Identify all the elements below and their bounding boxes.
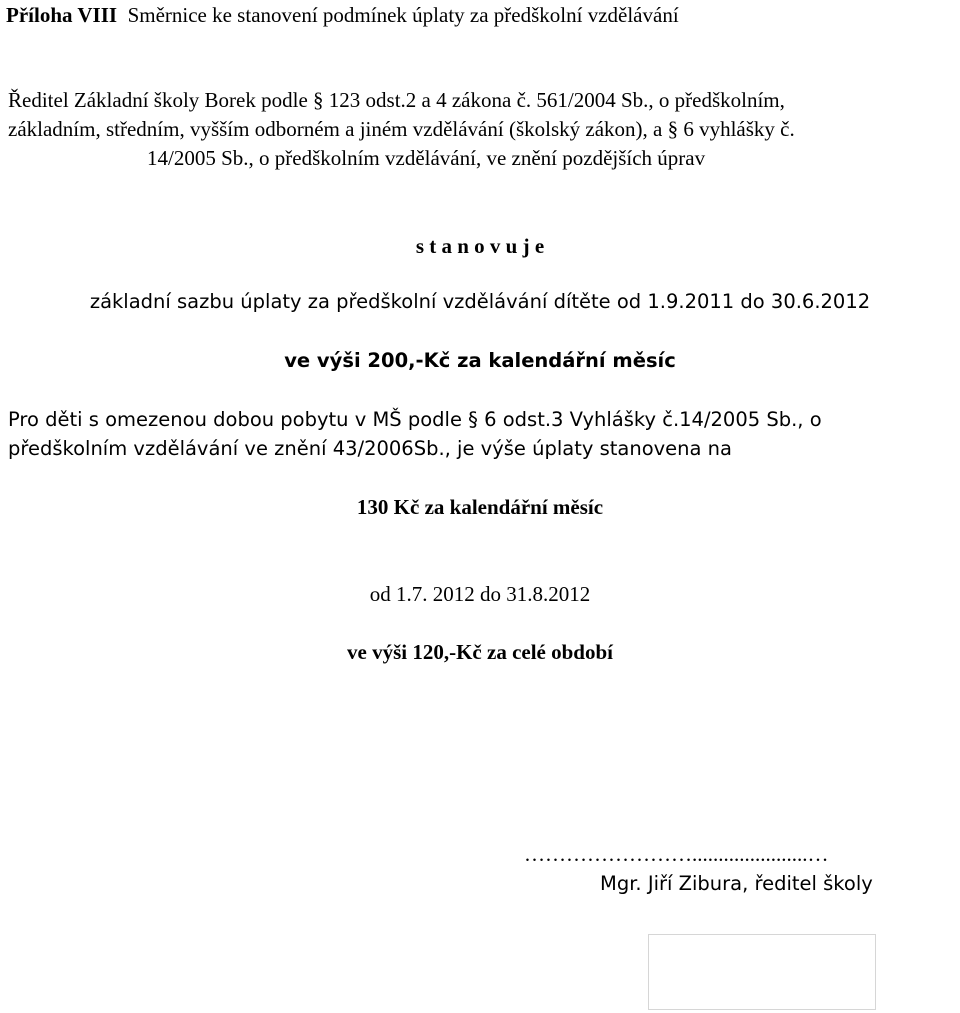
stamp-box: [648, 934, 876, 1010]
intro-line-1: Ředitel Základní školy Borek podle § 123 odst.2 a 4 zákona č. 561/2004 Sb., o předškolním,: [8, 88, 785, 112]
intro-line-3: 14/2005 Sb., o předškolním vzdělávání, ve znění pozdějších úprav: [147, 146, 706, 170]
document-header: [6, 3, 679, 27]
decree-verb: s t a n o v u j e: [415, 234, 545, 258]
base-rate-amount: ve výši 200,-Kč za kalendářní měsíc: [284, 349, 676, 372]
base-rate-text: základní sazbu úplaty za předškolní vzdělávání dítěte od 1.9.2011 do 30.6.2012: [89, 290, 871, 313]
document-title: Směrnice ke stanovení podmínek úplaty za předškolní vzdělávání: [127, 3, 679, 27]
signature-name: Mgr. Jiří Zibura, ředitel školy: [600, 872, 873, 895]
intro-line-2: základním, středním, vyšším odborném a jiném vzdělávání (školský zákon), a § 6 vyhlášky č.: [8, 117, 795, 141]
summer-amount: ve výši 120,-Kč za celé období: [347, 640, 613, 664]
reduced-line-1: Pro děti s omezenou dobou pobytu v MŠ podle § 6 odst.3 Vyhlášky č.14/2005 Sb., o: [8, 408, 822, 431]
reduced-line-2: předškolním vzdělávání ve znění 43/2006Sb., je výše úplaty stanovena na: [8, 437, 732, 460]
appendix-label: Příloha VIII: [6, 3, 118, 27]
reduced-amount: 130 Kč za kalendářní měsíc: [356, 495, 604, 519]
signature-dots: ……………………......................…: [524, 842, 829, 866]
summer-period: od 1.7. 2012 do 31.8.2012: [369, 582, 591, 606]
